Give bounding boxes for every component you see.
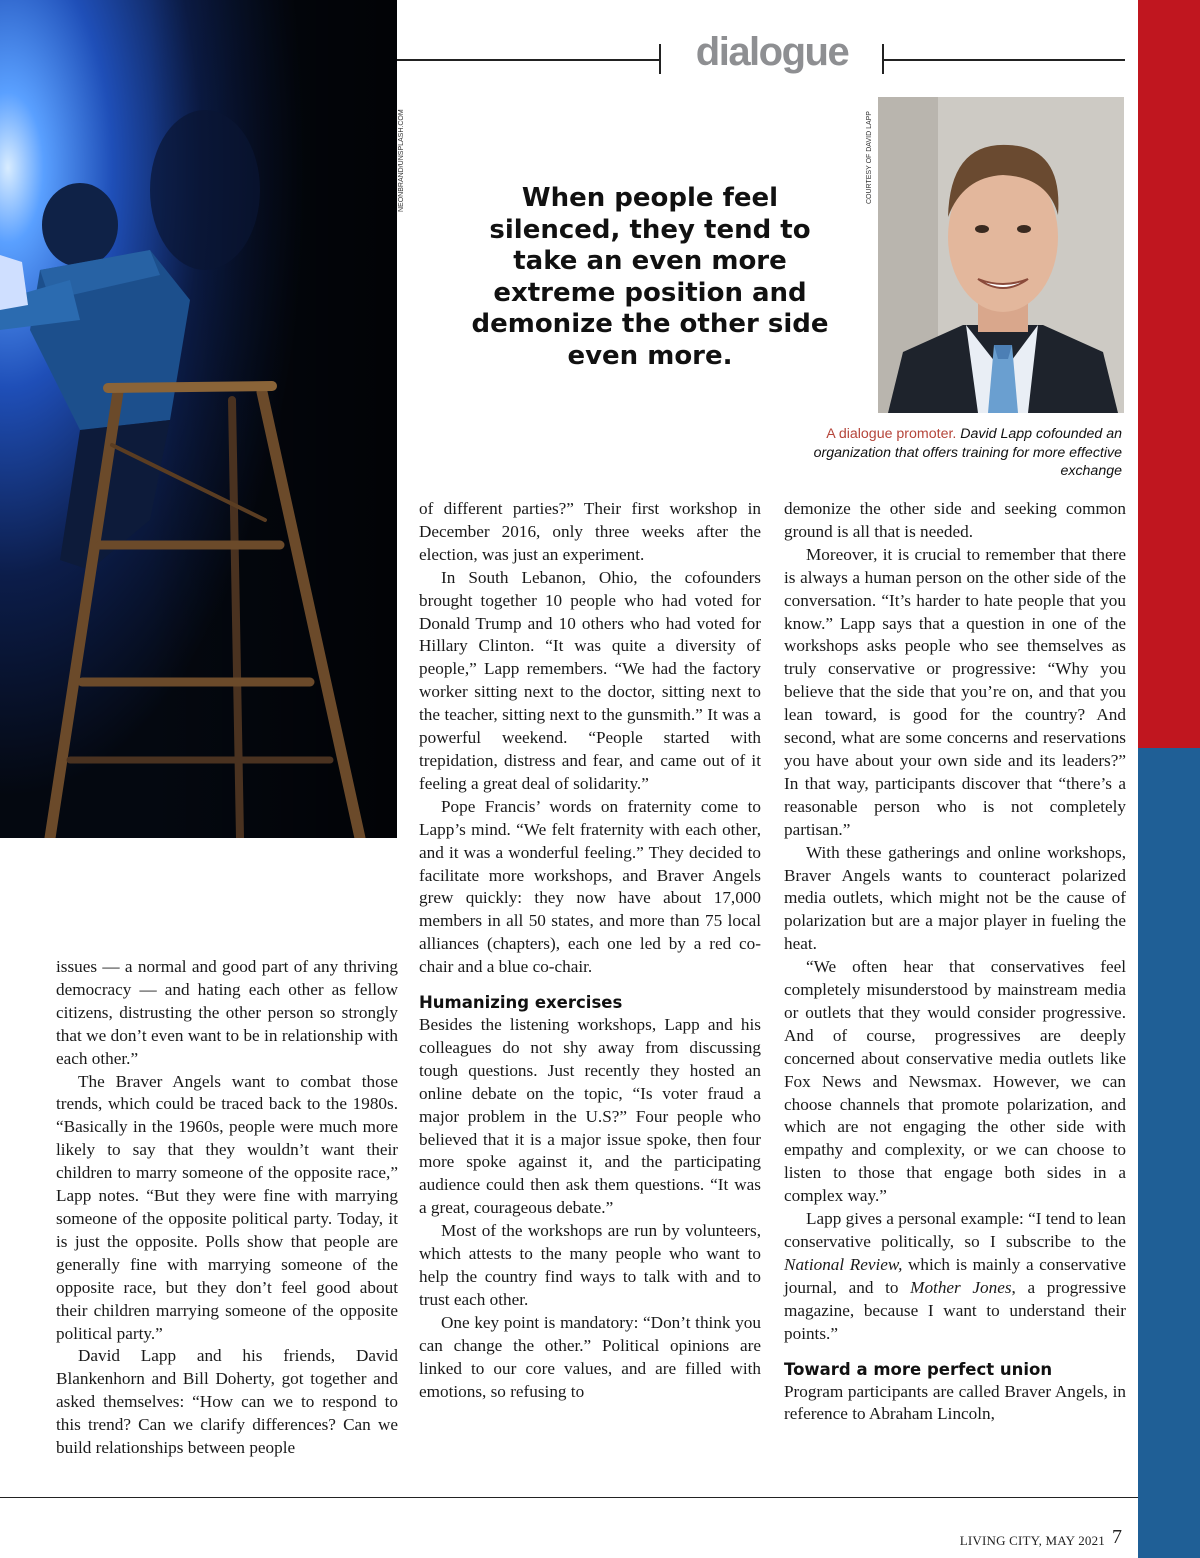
subheading-humanizing-exercises: Humanizing exercises: [419, 993, 623, 1013]
portrait-illustration: [878, 97, 1124, 413]
paragraph: Pope Francis’ words on fraternity come to Lapp’s mind. “We felt fraternity with each other, and it was a wonderful feeling.” They decided to facilitate more workshops, and Braver Angels grew quickly: they now have about 17,000 members in all 50 states, and more than 75 local alliances (chapters), each one led by a red co-chair and a blue co-chair.: [419, 796, 761, 977]
paragraph: One key point is mandatory: “Don’t think you can change the other.” Political opinions are linked to our core values, and are filled with emotions, so refusing to: [419, 1312, 761, 1401]
paragraph: With these gatherings and online workshops, Braver Angels wants to counteract polarized media outlets, which might not be the cause of polarization but are a major player in fueling the heat.: [784, 842, 1126, 954]
caption-text: David Lapp cofounded an organization that offers training for more effective exchange: [813, 426, 1122, 479]
section-label: dialogue: [695, 30, 849, 74]
article-column-2: [419, 498, 761, 1403]
paragraph: demonize the other side and seeking common ground is all that is needed.: [784, 499, 1126, 541]
header-tick-left: [659, 44, 661, 74]
portrait-caption: [800, 425, 1122, 481]
footer-publication: LIVING CITY, MAY 2021: [959, 1533, 1105, 1548]
header-rule-right: [882, 59, 1125, 61]
text-run: Lapp gives a personal example: “I tend to lean conservative politically, so I subscribe to the: [784, 1209, 1126, 1251]
paragraph: David Lapp and his friends, David Blankenhorn and Bill Doherty, got together and asked themselves: “How can we to respond to this trend? Can we clarify differences? Can we build relationships between people: [56, 1346, 398, 1458]
paragraph: In South Lebanon, Ohio, the cofounders brought together 10 people who had voted for Donald Trump and 10 others who had voted for Hillary Clinton. “It was quite a diversity of people,” Lapp remembers. “We had the factory worker sitting next to the doctor, sitting next to the teacher, sitting next to the gunsmith.” It was a powerful weekend. “People started with trepidation, distress and fear, and came out of it feeling a great deal of solidarity.”: [419, 567, 761, 793]
header-rule-left: [397, 59, 660, 61]
text-run: , a progressive magazine, because I want to understand their points.”: [784, 1277, 1126, 1343]
publication-title: National Review,: [784, 1254, 903, 1274]
footer-rule: [0, 1497, 1138, 1498]
paragraph: The Braver Angels want to combat those trends, which could be traced back to the 1980s. “Basically in the 1960s, people were much more likely to say that they wouldn’t want their children to marry someone of the opposite race,” Lapp notes. “But they were fine with marrying someone of the opposite political party. Today, it is just the opposite. Polls show that people are generally fine with marrying someone of the opposite race, but they don’t feel good about their children marrying someone of the opposite political party.”: [56, 1071, 398, 1343]
paragraph: Program participants are called Braver Angels, in reference to Abraham Lincoln,: [784, 1381, 1126, 1424]
article-column-3: [784, 498, 1126, 1426]
blue-edge-bar: [1138, 748, 1200, 1558]
paragraph: “We often hear that conservatives feel completely misunderstood by mainstream media or outlets that they would consider progressive. And of course, progressives are deeply concerned about conservative media outlets like Fox News and Newsmax. However, we can choose channels that promote polarization, and which are not engaging the other side with empathy and complexity, or we can choose to listen to those that engage both sides in a complex way.”: [784, 957, 1126, 1206]
paragraph: Most of the workshops are run by volunteers, which attests to the many people who want to help the country find ways to talk with and to trust each other.: [419, 1221, 761, 1309]
hero-photo-credit: NEONBRAND/UNSPLASH.COM: [398, 109, 405, 212]
pull-quote: When people feel silenced, they tend to take an even more extreme position and demonize the other side even more.: [471, 183, 829, 371]
portrait-photo: [878, 97, 1124, 413]
paragraph: issues — a normal and good part of any thriving democracy — and hating each other as fellow citizens, distrusting the other person so strongly that we don’t even want to be in relationship with each other.”: [56, 957, 398, 1068]
red-edge-bar: [1138, 0, 1200, 748]
paragraph: of different parties?” Their first workshop in December 2016, only three weeks after the election, was just an experiment.: [419, 499, 761, 564]
portrait-photo-credit: COURTESY OF DAVID LAPP: [866, 111, 873, 204]
hero-photo: [0, 0, 397, 838]
caption-lead: A dialogue promoter.: [826, 426, 957, 442]
paragraph: Moreover, it is crucial to remember that there is always a human person on the other side of the conversation. “It’s harder to hate people that you know.” Lapp says that a question in one of the workshops asks people who see themselves as truly conservative or progressive: “Why you believe that the side that you’re on, and that you lean toward, is good for the country? And second, what are some concerns and reservations you have about your own side and its leaders?” In that way, participants discover that “there’s a reasonable person who is not completely partisan.”: [784, 544, 1126, 839]
subheading-perfect-union: Toward a more perfect union: [784, 1359, 1053, 1379]
paragraph: Besides the listening workshops, Lapp and his colleagues do not shy away from discussing tough questions. Just recently they hosted an online debate on the topic, “Is voter fraud a major problem in the U.S?” Four people who believed that it is a major issue spoke, then four more spoke against it, and the participating audience could then ask them questions. “It was a great, courageous debate.”: [419, 1015, 761, 1218]
publication-title: Mother Jones: [910, 1277, 1012, 1297]
paragraph: [784, 1208, 1126, 1345]
article-column-1: [56, 956, 398, 1460]
page-number: 7: [1112, 1526, 1122, 1548]
hero-illustration: [0, 0, 397, 838]
text-run: which is mainly a conservative journal, and to: [784, 1254, 1127, 1297]
